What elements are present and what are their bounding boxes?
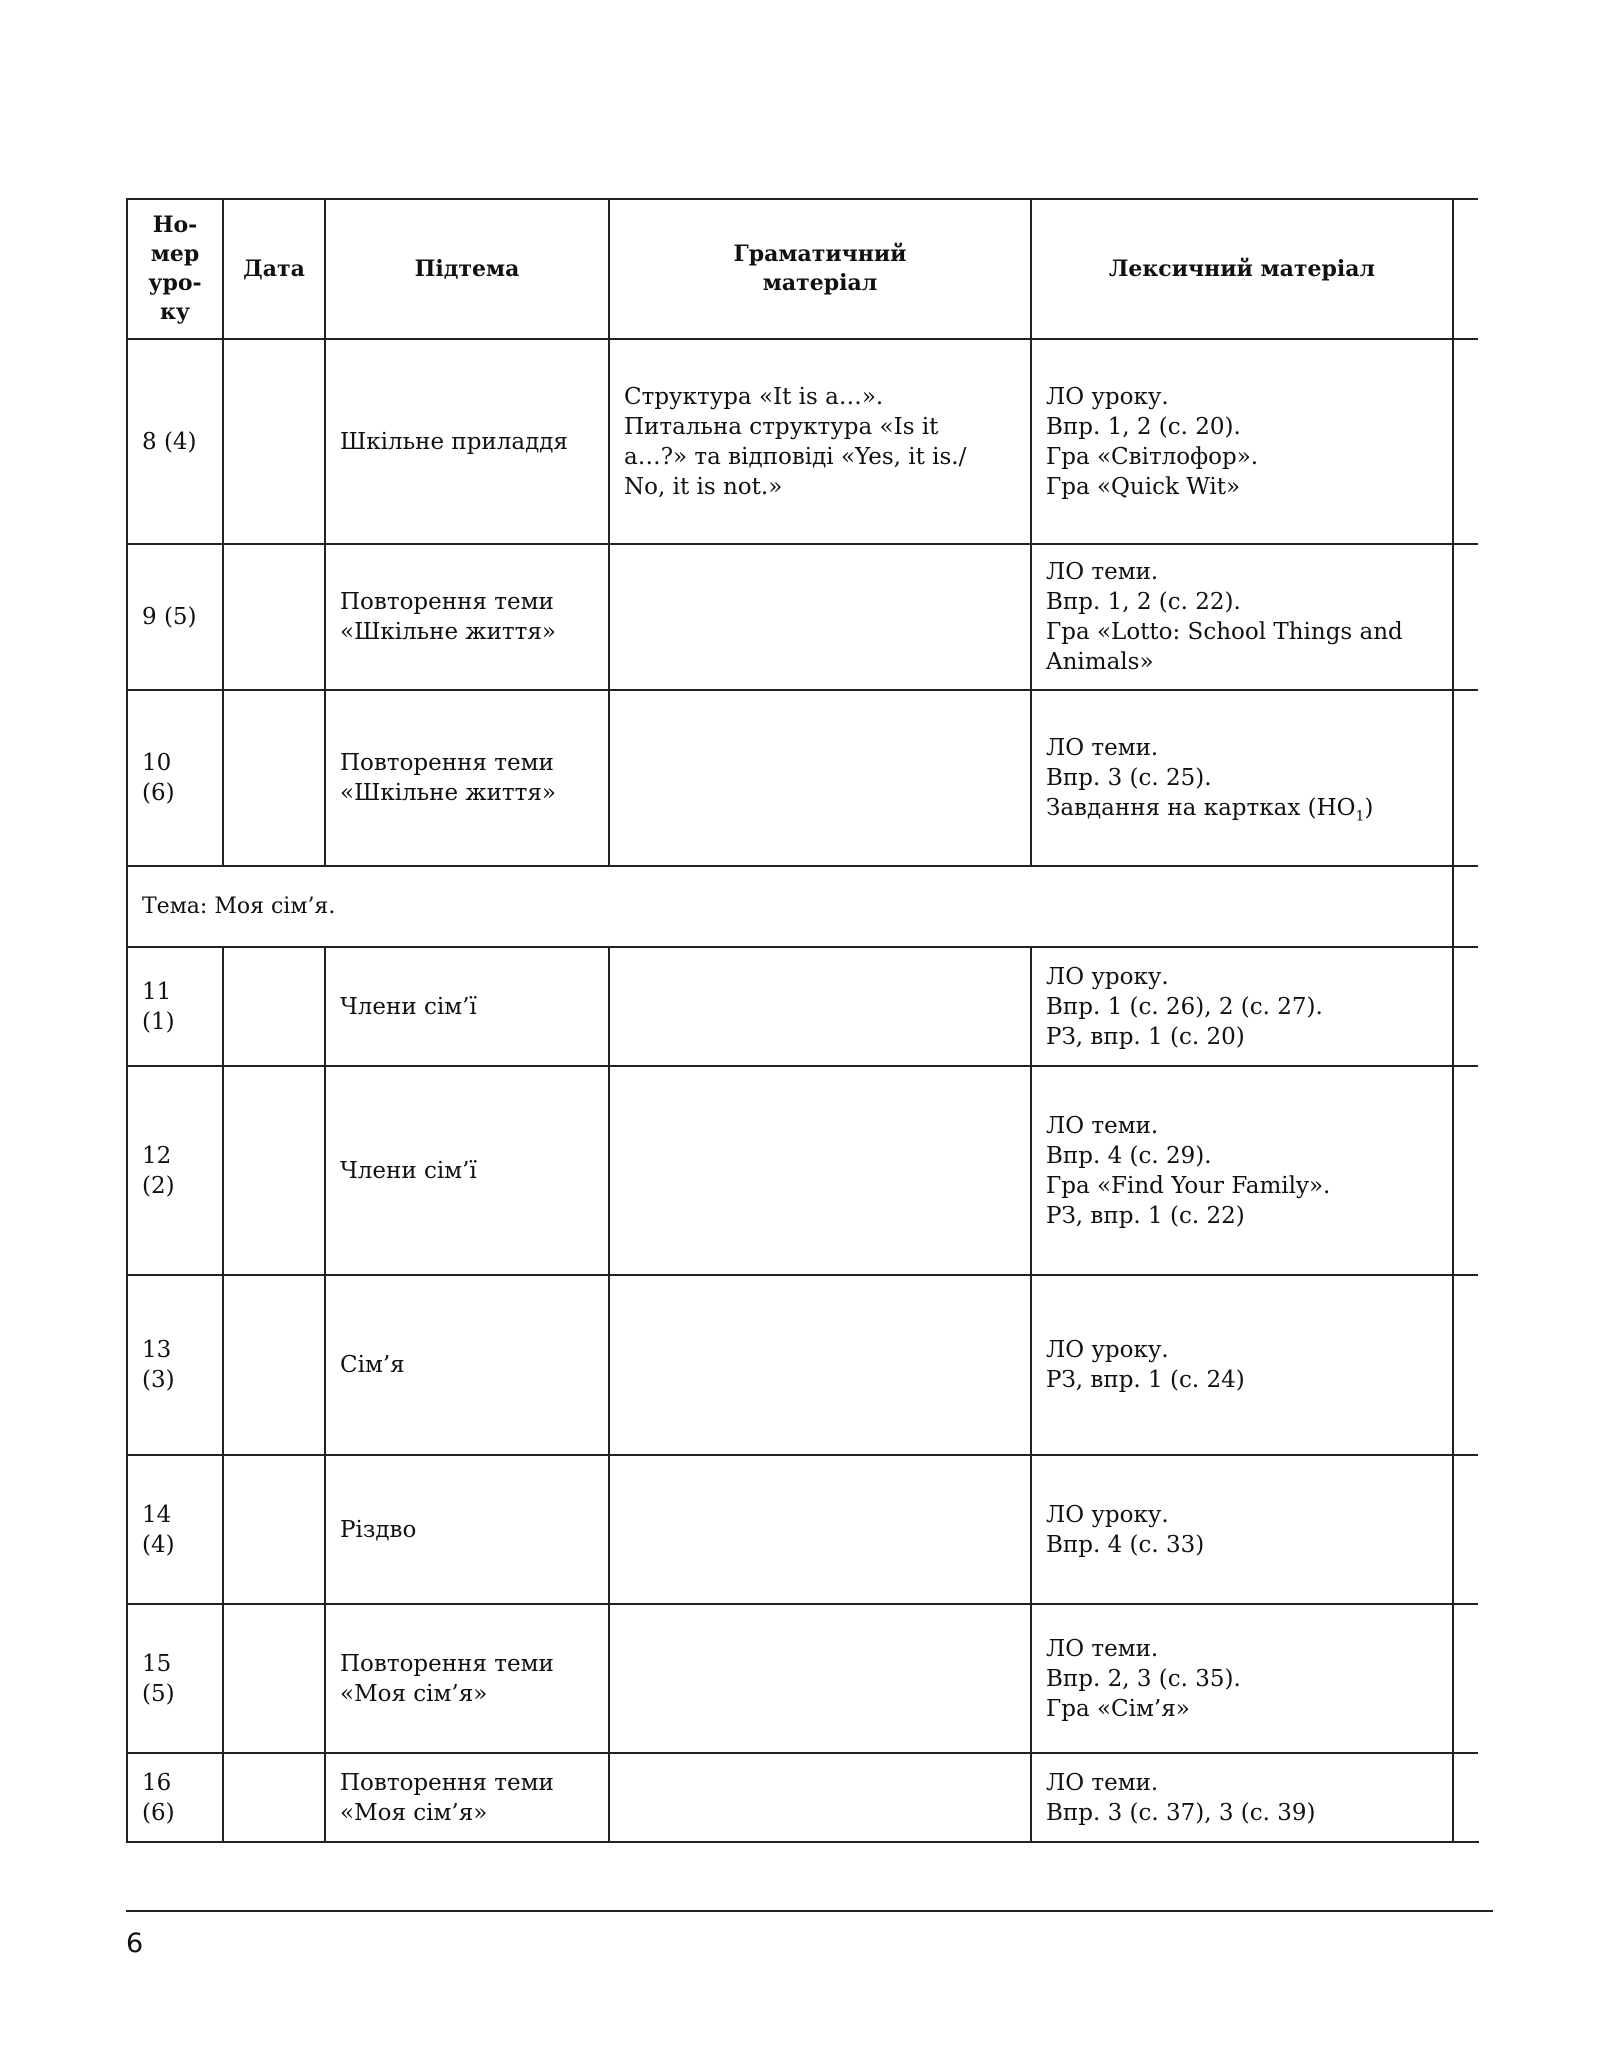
cut-column-cell <box>1453 1066 1479 1275</box>
lesson-number: 9 (5) <box>127 544 223 690</box>
table-row <box>127 690 1479 866</box>
header-grammar: Граматичний матеріал <box>609 199 1031 339</box>
lesson-number: 12 (2) <box>127 1066 223 1275</box>
lesson-subtopic: Повторення теми «Шкільне життя» <box>325 690 609 866</box>
cut-column-cell <box>1453 544 1479 690</box>
lesson-subtopic: Повторення теми «Моя сім’я» <box>325 1753 609 1842</box>
topic-row <box>127 866 1479 947</box>
table-row <box>127 1753 1479 1842</box>
table-row <box>127 544 1479 690</box>
lesson-date <box>223 690 325 866</box>
lesson-date <box>223 1455 325 1604</box>
lesson-lexical: ЛО уроку. РЗ, впр. 1 (с. 24) <box>1031 1275 1453 1455</box>
lesson-grammar <box>609 690 1031 866</box>
lesson-plan-table <box>126 198 1479 1843</box>
lexical-text: Завдання на картках (НО <box>1046 795 1356 821</box>
lesson-number: 10 (6) <box>127 690 223 866</box>
page-number: 6 <box>126 1928 144 1959</box>
lexical-subscript: 1 <box>1355 808 1365 825</box>
lesson-subtopic: Члени сім’ї <box>325 947 609 1066</box>
lexical-text-end: ) <box>1364 795 1374 821</box>
lesson-grammar: Структура «It is a…». Питальна структура «Is it a…?» та відповіді «Yes, it is./ No, it is not.» <box>609 339 1031 544</box>
lesson-subtopic: Різдво <box>325 1455 609 1604</box>
lesson-lexical: ЛО уроку. Впр. 4 (с. 33) <box>1031 1455 1453 1604</box>
lesson-date <box>223 1753 325 1842</box>
lexical-line: Впр. 3 (с. 25). <box>1046 765 1212 791</box>
lesson-date <box>223 947 325 1066</box>
lesson-date <box>223 1275 325 1455</box>
lexical-line: ЛО теми. <box>1046 735 1159 761</box>
lesson-grammar <box>609 544 1031 690</box>
topic-title: Тема: Моя сім’я. <box>127 866 1453 947</box>
cut-column-cell <box>1453 339 1479 544</box>
lesson-subtopic: Повторення теми «Моя сім’я» <box>325 1604 609 1753</box>
cut-column-cell <box>1453 1275 1479 1455</box>
lexical-line <box>1046 793 1438 823</box>
lesson-date <box>223 339 325 544</box>
lesson-lexical: ЛО теми. Впр. 2, 3 (с. 35). Гра «Сім’я» <box>1031 1604 1453 1753</box>
lesson-subtopic: Сім’я <box>325 1275 609 1455</box>
lesson-lexical: ЛО теми. Впр. 3 (с. 37), 3 (с. 39) <box>1031 1753 1453 1842</box>
lesson-grammar <box>609 947 1031 1066</box>
footer-rule <box>126 1910 1493 1912</box>
table-row <box>127 1275 1479 1455</box>
cut-column-cell <box>1453 947 1479 1066</box>
table-row <box>127 339 1479 544</box>
header-date: Дата <box>223 199 325 339</box>
table-row <box>127 1455 1479 1604</box>
lesson-number: 11 (1) <box>127 947 223 1066</box>
cut-column-cell <box>1453 690 1479 866</box>
lesson-subtopic: Члени сім’ї <box>325 1066 609 1275</box>
header-subtopic: Підтема <box>325 199 609 339</box>
header-cut-column <box>1453 199 1479 339</box>
lesson-subtopic: Шкільне приладдя <box>325 339 609 544</box>
lesson-number: 16 (6) <box>127 1753 223 1842</box>
header-lesson-number: Но- мер уро- ку <box>127 199 223 339</box>
table-row <box>127 1604 1479 1753</box>
lesson-date <box>223 1066 325 1275</box>
lesson-grammar <box>609 1275 1031 1455</box>
header-row <box>127 199 1479 339</box>
lesson-grammar <box>609 1753 1031 1842</box>
lesson-lexical <box>1031 690 1453 866</box>
lesson-number: 8 (4) <box>127 339 223 544</box>
lesson-lexical: ЛО уроку. Впр. 1, 2 (с. 20). Гра «Світлофор». Гра «Quick Wit» <box>1031 339 1453 544</box>
lesson-grammar <box>609 1604 1031 1753</box>
lesson-grammar <box>609 1455 1031 1604</box>
table-row <box>127 1066 1479 1275</box>
lesson-number: 15 (5) <box>127 1604 223 1753</box>
lesson-date <box>223 1604 325 1753</box>
cut-column-cell <box>1453 1455 1479 1604</box>
lesson-date <box>223 544 325 690</box>
lesson-lexical: ЛО теми. Впр. 4 (с. 29). Гра «Find Your Family». РЗ, впр. 1 (с. 22) <box>1031 1066 1453 1275</box>
lesson-number: 14 (4) <box>127 1455 223 1604</box>
page-edge-mask <box>1478 198 1498 1838</box>
header-lexical: Лексичний матеріал <box>1031 199 1453 339</box>
cut-column-cell <box>1453 1604 1479 1753</box>
lesson-number: 13 (3) <box>127 1275 223 1455</box>
table-row <box>127 947 1479 1066</box>
cut-column-cell <box>1453 1753 1479 1842</box>
cut-column-cell <box>1453 866 1479 947</box>
lesson-lexical: ЛО уроку. Впр. 1 (с. 26), 2 (с. 27). РЗ, впр. 1 (с. 20) <box>1031 947 1453 1066</box>
lesson-lexical: ЛО теми. Впр. 1, 2 (с. 22). Гра «Lotto: School Things and Animals» <box>1031 544 1453 690</box>
lesson-grammar <box>609 1066 1031 1275</box>
lesson-subtopic: Повторення теми «Шкільне життя» <box>325 544 609 690</box>
